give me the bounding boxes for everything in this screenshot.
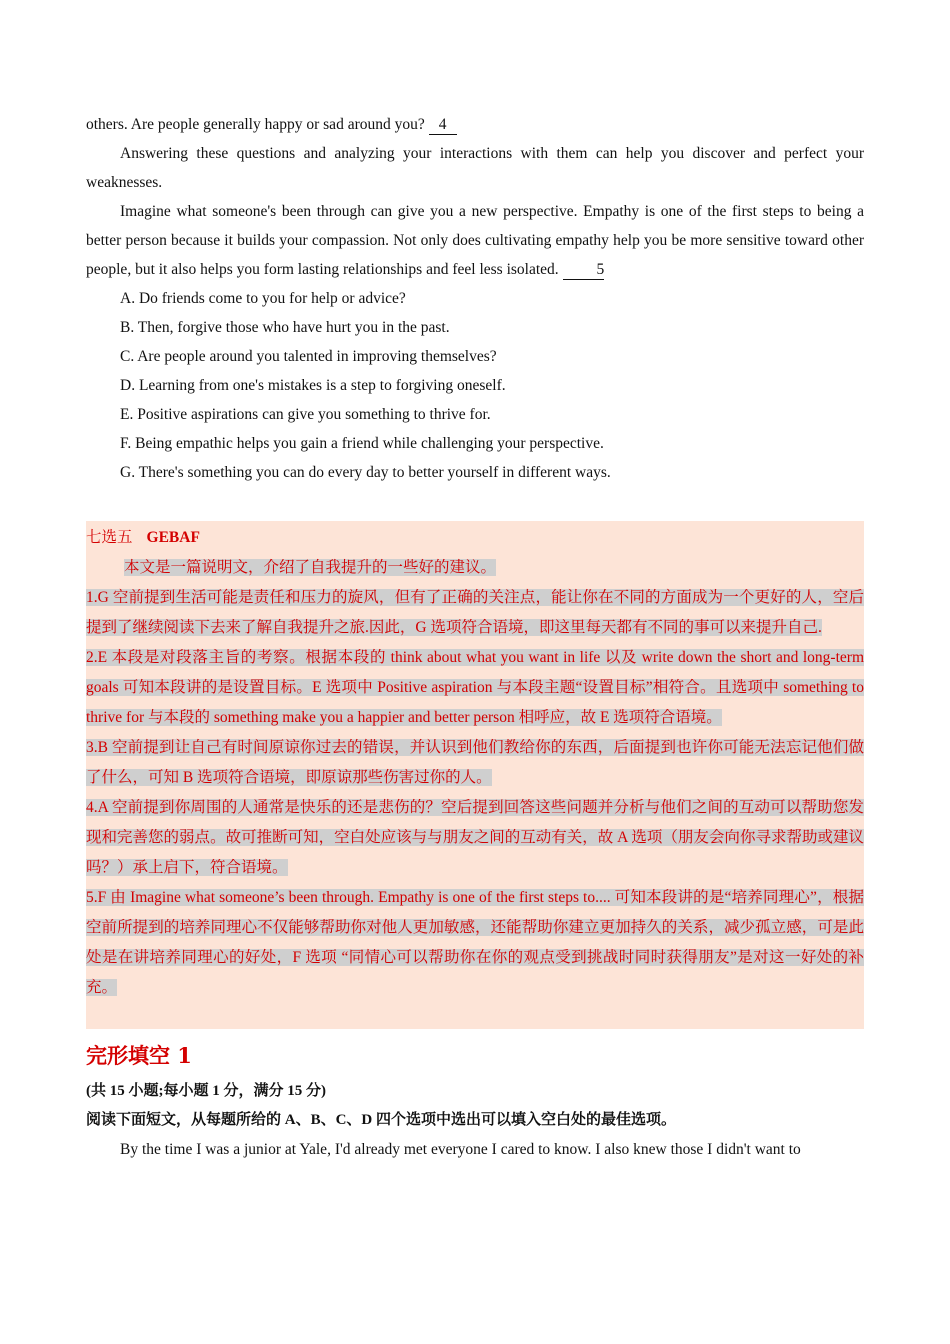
cloze-first-line: By the time I was a junior at Yale, I'd already met everyone I cared to know. I also knew those I didn't want to <box>120 1141 801 1158</box>
explanation-text: 1.G 空前提到生活可能是责任和压力的旋风，但有了正确的关注点，能让你在不同的方面成为一个更好的人，空后提到了继续阅读下去来了解自我提升之旅.因此，G 选项符合语境，即这里每天都有不同的事可以来提升自己. <box>86 589 864 636</box>
blank-4: 4 <box>429 116 457 135</box>
section-title-cloze: 完形填空 1 <box>86 1043 192 1068</box>
option-e: E. Positive aspirations can give you something to thrive for. <box>120 406 491 423</box>
explanation-text: 5.F 由 Imagine what someone’s been through. Empathy is one of the first steps to.... 可知本段讲的是“培养同理心”，根据空前所提到的培养同理心不仅能够帮助你对他人更加敏感，还能帮助你建立更加持久的关系，减少孤立感，可是此处是在讲培养同理心的好处，F 选项 “同情心可以帮助你在你的观点受到挑战时同时获得朋友”是对这一好处的补充。 <box>86 889 864 996</box>
explanation-3 <box>86 733 864 793</box>
answer-title: 七选五 <box>86 529 133 546</box>
answer-key: GEBAF <box>146 529 200 546</box>
option-b: B. Then, forgive those who have hurt you in the past. <box>120 319 450 336</box>
explanation-5 <box>86 883 864 1003</box>
answer-summary <box>86 553 864 583</box>
explanation-2 <box>86 643 864 733</box>
option-g: G. There's something you can do every day to better yourself in different ways. <box>120 464 611 481</box>
passage-paragraph-3 <box>86 197 864 284</box>
explanation-text: 4.A 空前提到你周围的人通常是快乐的还是悲伤的？空后提到回答这些问题并分析与他们之间的互动可以帮助您发现和完善您的弱点。故可推断可知，空白处应该与与朋友之间的互动有关，故 A 选项（朋友会向你寻求帮助或建议吗？）承上启下，符合语境。 <box>86 799 864 876</box>
explanation-text: 2.E 本段是对段落主旨的考察。根据本段的 think about what you want in life 以及 write down the short and long-term goals 可知本段讲的是设置目标。E 选项中 Positive aspiration 与本段主题“设置目标”相符合。且选项中 something to thrive for 与本段的 something make you a happier and better person 相呼应，故 E 选项符合语境。 <box>86 649 864 726</box>
option-d: D. Learning from one's mistakes is a step to forgiving oneself. <box>120 377 506 394</box>
document-page <box>86 110 864 1164</box>
passage-line-1 <box>86 110 864 139</box>
explanation-1 <box>86 583 864 643</box>
answer-summary-text: 本文是一篇说明文，介绍了自我提升的一些好的建议。 <box>124 559 497 576</box>
passage-paragraph-2: Answering these questions and analyzing your interactions with them can help you discover and perfect your weaknesses. <box>86 145 864 191</box>
passage-text: others. Are people generally happy or sad around you? <box>86 116 425 133</box>
explanation-text: 3.B 空前提到让自己有时间原谅你过去的错误，并认识到他们教给你的东西，后面提到也许你可能无法忘记他们做了什么，可知 B 选项符合语境，即原谅那些伤害过你的人。 <box>86 739 864 786</box>
option-c: C. Are people around you talented in improving themselves? <box>120 348 497 365</box>
option-a: A. Do friends come to you for help or advice? <box>120 290 406 307</box>
cloze-instruction: 阅读下面短文，从每题所给的 A、B、C、D 四个选项中选出可以填入空白处的最佳选项。 <box>86 1112 677 1128</box>
answer-header <box>86 523 864 553</box>
answer-key-box <box>86 521 864 1029</box>
cloze-info: (共 15 小题;每小题 1 分，满分 15 分) <box>86 1083 326 1099</box>
passage-text: Imagine what someone's been through can give you a new perspective. Empathy is one of the first steps to being a better person because it builds your compassion. Not only does cultivating empathy help you be more sensitive toward other people, but it also helps you form lasting relationships and feel less isolated. <box>86 203 864 278</box>
explanation-4 <box>86 793 864 883</box>
blank-5: 5 <box>563 261 605 280</box>
option-f: F. Being empathic helps you gain a friend while challenging your perspective. <box>120 435 604 452</box>
